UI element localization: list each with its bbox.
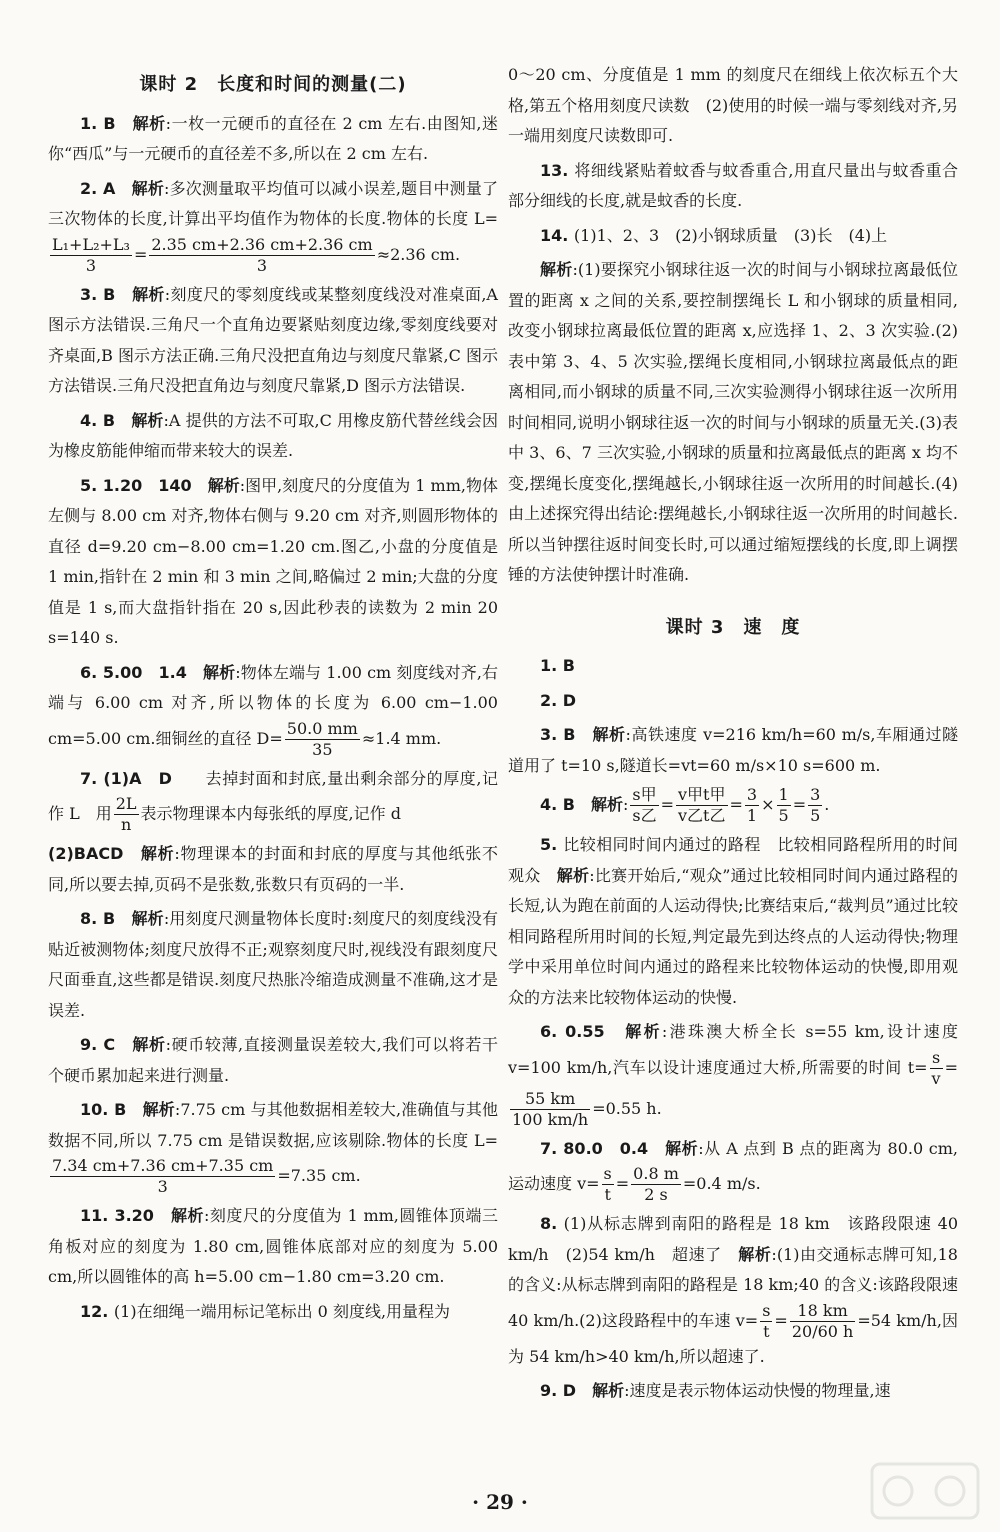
denominator: s乙 xyxy=(632,806,657,825)
analysis-label: 解析 xyxy=(592,1381,625,1400)
item-answer: 0.55 xyxy=(565,1022,626,1041)
answer-item xyxy=(48,406,498,467)
watermark-logo xyxy=(870,1462,980,1520)
item-answer: B xyxy=(563,725,593,744)
item-number: 12. xyxy=(80,1301,114,1321)
fraction xyxy=(808,785,822,826)
item-text: :从 A 点到 B 点的距离为 80.0 cm,运动速度 v= xyxy=(508,1138,958,1193)
denominator: v乙t乙 xyxy=(678,806,726,825)
item-answer: 1.20 140 xyxy=(102,475,208,495)
fraction xyxy=(285,719,360,760)
item-number: 10. xyxy=(80,1100,115,1119)
analysis-label: 解析 xyxy=(131,178,165,198)
denominator: n xyxy=(120,815,132,834)
fraction xyxy=(760,1301,772,1342)
fraction xyxy=(114,794,139,835)
item-tail: ≈1.4 mm. xyxy=(361,728,442,748)
fraction xyxy=(50,1156,275,1197)
item-number: 7. xyxy=(80,768,104,788)
numerator: s甲 xyxy=(632,785,657,804)
answer-item xyxy=(48,839,498,900)
section-title: 课时 2 长度和时间的测量(二) xyxy=(139,74,407,95)
item-text: (1)从标志牌到南阳的路程是 18 km 该路段限速 40 km/h (2)54 km/h 超速了 xyxy=(508,1214,958,1264)
item-text: :一枚一元硬币的直径在 2 cm 左右.由图知,迷你“西瓜”与一元硬币的直径差不多,所以在 2 cm 左右. xyxy=(48,113,498,163)
numerator: v甲t甲 xyxy=(678,785,726,804)
denominator: 1 xyxy=(746,806,758,825)
operator: = xyxy=(944,1057,958,1077)
item-tail: =7.35 cm. xyxy=(277,1166,361,1185)
denominator: 5 xyxy=(810,806,821,825)
analysis-label: 解析 xyxy=(207,475,240,495)
denominator: 2 s xyxy=(644,1185,668,1204)
answer-item xyxy=(48,1297,498,1328)
page-number: · 29 · xyxy=(472,1490,528,1514)
operator: = xyxy=(660,795,675,814)
answer-item xyxy=(508,1376,958,1407)
item-text: (1)1、2、3 (2)小钢球质量 (3)长 (4)上 xyxy=(573,225,888,245)
denominator: 35 xyxy=(312,739,333,759)
operator: = xyxy=(792,795,807,814)
answer-item xyxy=(48,1201,498,1293)
item-text: :多次测量取平均值可以减小误差,题目中测量了三次物体的长度,计算出平均值作为物体的长度.物体的长度 L= xyxy=(48,178,498,228)
analysis-label: 解析 xyxy=(131,909,164,928)
item-number: 8. xyxy=(80,909,103,928)
numerator: s xyxy=(603,1164,612,1183)
item-answer: B xyxy=(103,113,133,133)
answer-item xyxy=(508,1134,958,1206)
analysis-label: 解析 xyxy=(592,725,626,744)
numerator: s xyxy=(762,1300,771,1320)
analysis-label: 解析 xyxy=(140,844,175,863)
item-answer: A xyxy=(102,178,132,198)
item-number: 9. xyxy=(80,1035,104,1054)
item-text: :刻度尺的零刻度线或某整刻度线没对准桌面,A 图示方法错误.三角尺一个直角边要紧贴刻度边缘,零刻度线要对齐桌面,B 图示方法正确.三角尺没把直角边与刻度尺靠紧,C 图示方法错误.三角尺没把直角边与刻度尺靠紧,D 图示方法错误. xyxy=(48,284,498,395)
item-text: :物理课本的封面和封底的厚度与其他纸张不同,所以要去掉,页码不是张数,张数只有页码的一半. xyxy=(48,844,498,894)
item-answer: B xyxy=(562,795,591,814)
numerator: 3 xyxy=(810,785,821,804)
item-text: :港珠澳大桥全长 s=55 km,设计速度 v=100 km/h,汽车以设计速度通过大桥,所需要的时间 t= xyxy=(508,1022,958,1077)
fraction xyxy=(676,785,727,826)
numerator: 55 km xyxy=(510,1089,590,1110)
item-answer: C xyxy=(103,1035,133,1054)
analysis-label: 解析 xyxy=(590,795,623,814)
denominator: t xyxy=(763,1321,770,1341)
fraction xyxy=(510,1089,590,1130)
item-answer: (2)BACD xyxy=(48,844,141,863)
item-answer: B xyxy=(114,1100,143,1119)
right-column xyxy=(508,60,975,1411)
item-text: :7.75 cm 与其他数据相差较大,准确值与其他数据不同,所以 7.75 cm 是错误数据,应该剔除.物体的长度 L= xyxy=(48,1100,498,1150)
answer-item xyxy=(508,720,958,781)
analysis-label: 解析 xyxy=(131,410,164,430)
answer-item xyxy=(48,1030,498,1091)
item-number: 9. xyxy=(540,1381,563,1400)
operator: = xyxy=(774,1310,788,1330)
answer-item xyxy=(508,221,958,252)
item-text: :用刻度尺测量物体长度时:刻度尺的刻度线没有贴近被测物体;刻度尺放得不正;观察刻度尺时,视线没有跟刻度尺尺面垂直,这些都是错误.刻度尺热胀冷缩造成测量不准确,这才是误差. xyxy=(48,909,498,1020)
fraction xyxy=(631,1164,681,1205)
operator: × xyxy=(761,795,775,814)
item-text: :(1)要探究小钢球往返一次的时间与小钢球拉离最低位置的距离 x 之间的关系,要控制摆绳长 L 和小钢球的质量相同,改变小钢球拉离最低位置的距离 x,应选择 1、2、3 次实验.(2)表中第 3、4、5 次实验,摆绳长度相同,小钢球拉离最低点的距离相同,而小钢球的质量不同,三次实验测得小钢球往返一次所用时间相同,说明小钢球往返一次的时间与小钢球的质量无关.(3)表中 3、6、7 三次实验,小钢球的质量和拉离最低点的距离 x 均不变,摆绳长度变化,摆绳越长,小钢球往返一次所用的时间越长.(4)由上述探究得出结论:摆绳越长,小钢球往返一次所用的时间越长.所以当钟摆往返时间变长时,可以通过缩短摆线的长度,即上调摆锤的方法使钟摆计时准确. xyxy=(508,260,958,584)
answer-item xyxy=(508,686,958,717)
analysis-label: 解析 xyxy=(132,284,165,304)
fraction xyxy=(602,1164,614,1205)
item-answer: B xyxy=(102,410,132,430)
numerator: 7.34 cm+7.36 cm+7.35 cm xyxy=(52,1156,274,1175)
item-tail: =0.55 h. xyxy=(592,1098,662,1118)
denominator: 3 xyxy=(85,255,97,275)
item-text: (1)在细绳一端用标记笔标出 0 刻度线,用量程为 xyxy=(113,1301,451,1321)
analysis-label: 解析 xyxy=(625,1022,662,1041)
item-answer: 5.00 1.4 xyxy=(102,662,204,682)
item-text: :物体左端与 1.00 cm 刻度线对齐,右端与 6.00 cm 对齐,所以物体的长度为 6.00 cm−1.00 cm=5.00 cm.细铜丝的直径 D= xyxy=(48,662,498,748)
item-text: 比较相同时间内通过的路程 比较相同路程所用的时间 观众 xyxy=(508,835,975,885)
operator: = xyxy=(133,244,148,264)
item-answer: D xyxy=(562,690,593,710)
answer-item xyxy=(508,255,958,591)
answer-item xyxy=(48,904,498,1026)
item-text: :高铁速度 v=216 km/h=60 m/s,车厢通过隧道用了 t=10 s,隧道长=vt=60 m/s×10 s=600 m. xyxy=(508,725,958,775)
analysis-label: 解析 xyxy=(665,1138,699,1158)
fraction xyxy=(777,785,791,826)
answer-item xyxy=(48,658,498,760)
item-text: :比赛开始后,“观众”通过比较相同时间内通过路程的长短,认为跑在前面的人运动得快;比赛结束后,“裁判员”通过比较相同路程所用时间的长短,判定最先到达终点的人运动得快;物理学中采用单位时间内通过的路程来比较物体运动的快慢,即用观众的方法来比较物体运动的快慢. xyxy=(508,865,958,1007)
fraction xyxy=(149,235,374,276)
numerator: 18 km xyxy=(790,1301,856,1322)
item-tail: =0.4 m/s. xyxy=(682,1174,761,1193)
numerator: 2L xyxy=(115,794,137,813)
analysis-label: 解析 xyxy=(142,1100,175,1119)
denominator: 100 km/h xyxy=(512,1109,589,1129)
item-number: 13. xyxy=(540,160,575,180)
analysis-label: 解析 xyxy=(132,113,166,133)
item-answer: D xyxy=(562,1381,593,1400)
item-answer: 80.0 0.4 xyxy=(563,1138,666,1158)
denominator: 5 xyxy=(778,806,789,825)
numerator: L₁+L₂+L₃ xyxy=(52,234,130,254)
item-number: 5. xyxy=(540,835,564,854)
item-answer: (1)A D xyxy=(103,768,190,788)
item-number: 6. xyxy=(540,1022,566,1041)
item-text: 去掉封面和封底,量出剩余部分的厚度,记作 L 用 xyxy=(48,768,498,823)
answer-item xyxy=(48,471,498,654)
answer-item xyxy=(48,174,498,276)
numerator: s xyxy=(930,1048,943,1069)
analysis-label: 解析 xyxy=(203,662,236,682)
analysis-label: 解析 xyxy=(556,865,590,885)
answer-item xyxy=(508,651,958,682)
answer-item xyxy=(508,1017,958,1130)
item-text: :速度是表示物体运动快慢的物理量,速 xyxy=(624,1381,891,1400)
numerator: 0.8 m xyxy=(633,1164,679,1183)
item-number: 11. xyxy=(80,1206,115,1225)
item-number: 4. xyxy=(540,795,563,814)
operator: = xyxy=(615,1174,630,1193)
operator: = xyxy=(729,795,743,814)
item-answer: B xyxy=(102,909,132,928)
item-text: 将细线紧贴着蚊香与蚊香重合,用直尺量出与蚊香重合部分细线的长度,就是蚊香的长度. xyxy=(508,160,958,210)
analysis-label: 解析 xyxy=(738,1244,772,1264)
item-text: :A 提供的方法不可取,C 用橡皮筋代替丝线会因为橡皮筋能伸缩而带来较大的误差. xyxy=(48,410,498,460)
item-tail: . xyxy=(824,795,830,814)
fraction xyxy=(930,1048,943,1089)
item-answer: B xyxy=(103,284,133,304)
item-number: 2. xyxy=(540,690,563,710)
answer-item xyxy=(508,830,975,1013)
item-number: 3. xyxy=(80,284,104,304)
answer-item xyxy=(508,156,958,217)
item-number: 7. xyxy=(540,1138,564,1158)
continued-text: 0～20 cm、分度值是 1 mm 的刻度尺在细线上依次标五个大格,第五个格用刻度尺读数 (2)使用的时候一端与零刻线对齐,另一端用刻度尺读数即可. xyxy=(508,65,958,145)
item-tail: ≈2.36 cm. xyxy=(376,244,461,264)
item-number: 5. xyxy=(80,475,103,495)
item-number: 6. xyxy=(80,662,103,682)
item-number: 1. xyxy=(540,656,563,675)
answer-item xyxy=(48,1095,498,1197)
fraction xyxy=(50,235,132,276)
numerator: 2.35 cm+2.36 cm+2.36 cm xyxy=(151,234,373,254)
item-number: 3. xyxy=(540,725,564,744)
item-text: :硬币较薄,直接测量误差较大,我们可以将若干个硬币累加起来进行测量. xyxy=(48,1035,498,1085)
numerator: 50.0 mm xyxy=(286,718,358,738)
fraction xyxy=(630,785,658,826)
numerator: 1 xyxy=(778,785,789,804)
denominator: 20/60 h xyxy=(791,1321,854,1341)
analysis-label: 解析 xyxy=(170,1206,204,1225)
item-tail: 表示物理课本内每张纸的厚度,记作 d xyxy=(140,804,401,823)
item-number: 1. xyxy=(80,113,104,133)
denominator: t xyxy=(604,1185,611,1204)
item-text: :图甲,刻度尺的分度值为 1 mm,物体左侧与 8.00 cm 对齐,物体右侧与 9.20 cm 对齐,则圆形物体的直径 d=9.20 cm−8.00 cm=1.20 cm.图乙,小盘的分度值是 1 min,指针在 2 min 和 3 min 之间,略偏过 2 min;大盘的分度值是 1 s,而大盘指针指在 20 s,因此秒表的读数为 2 min 20 s=140 s. xyxy=(48,475,498,647)
left-column xyxy=(48,60,498,1331)
answer-item xyxy=(508,785,958,826)
answer-item xyxy=(48,764,498,836)
item-answer: B xyxy=(562,656,591,675)
answer-item xyxy=(48,109,498,170)
item-text: :(1)由交通标志牌可知,18 的含义:从标志牌到南阳的路程是 18 km;40 的含义:该路段限速 40 km/h.(2)这段路程中的车速 v= xyxy=(508,1244,958,1330)
item-text: :刻度尺的分度值为 1 mm,圆锥体顶端三角板对应的刻度为 1.80 cm,圆锥体底部对应的刻度为 5.00 cm,所以圆锥体的高 h=5.00 cm−1.80 cm=3.20 cm. xyxy=(48,1206,498,1286)
numerator: 3 xyxy=(746,785,758,804)
fraction xyxy=(745,785,759,826)
analysis-label: 解析 xyxy=(540,260,573,279)
item-number: 2. xyxy=(80,178,103,198)
denominator: v xyxy=(931,1068,941,1088)
item-text: : xyxy=(623,795,629,814)
item-tail: =54 km/h,因为 54 km/h>40 km/h,所以超速了. xyxy=(508,1310,958,1366)
section-title: 课时 3 速 度 xyxy=(665,616,801,638)
analysis-label: 解析 xyxy=(132,1035,166,1054)
denominator: 3 xyxy=(256,255,268,275)
answer-item xyxy=(48,280,498,402)
denominator: 3 xyxy=(157,1177,168,1196)
item-number: 8. xyxy=(540,1214,564,1233)
item-number: 14. xyxy=(540,225,574,245)
answer-item xyxy=(508,1209,958,1372)
fraction xyxy=(790,1301,856,1342)
item-answer: 3.20 xyxy=(114,1206,171,1225)
item-number: 4. xyxy=(80,410,103,430)
